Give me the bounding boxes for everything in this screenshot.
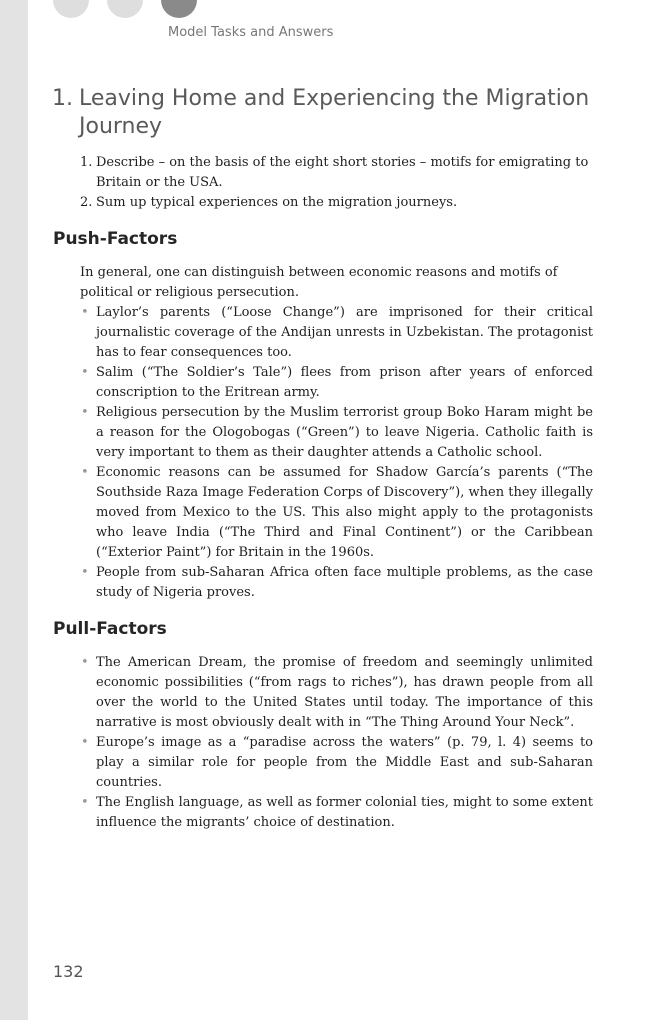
list-item [80, 563, 593, 603]
bullet-icon: • [81, 465, 89, 480]
bullet-icon: • [81, 365, 89, 380]
list-item [80, 403, 593, 463]
task-text: Describe – on the basis of the eight short stories – motifs for emigrating to Britain or the USA. [96, 155, 589, 190]
list-item-text: Europe’s image as a “paradise across the waters” (p. 79, l. 4) seems to play a similar role for people from the Middle East and sub-Saharan countries. [96, 735, 593, 790]
list-item-text: The American Dream, the promise of freedom and seemingly unlimited economic possibilities (“from rags to riches”), has drawn people from all over the world to the United States until today. The importance of this narrative is most obviously dealt with in “The Thing Around Your Neck”. [96, 655, 593, 730]
task-list [80, 153, 593, 213]
decorative-circle [107, 0, 143, 18]
task-text: Sum up typical experiences on the migration journeys. [96, 195, 458, 210]
list-item-text: People from sub-Saharan Africa often face multiple problems, as the case study of Nigeria proves. [96, 565, 593, 600]
list-item [80, 653, 593, 733]
page-number: 132 [53, 962, 84, 981]
list-item-text: Laylor’s parents (“Loose Change”) are imprisoned for their critical journalistic coverage of the Andijan unrests in Uzbekistan. The protagonist has to fear consequences too. [96, 305, 593, 360]
decorative-circle [53, 0, 89, 18]
task-number: 1. [80, 155, 93, 170]
chapter-number: 1. [52, 86, 73, 111]
bullet-icon: • [81, 795, 89, 810]
bullet-icon: • [81, 565, 89, 580]
pull-factors-list [80, 653, 593, 833]
running-head: Model Tasks and Answers [168, 25, 334, 40]
push-factors-list [80, 303, 593, 603]
list-item-text: The English language, as well as former colonial ties, might to some extent influence the migrants’ choice of destination. [96, 795, 593, 830]
task-item [80, 193, 593, 213]
chapter-title-text: Leaving Home and Experiencing the Migration Journey [79, 86, 590, 139]
bullet-icon: • [81, 405, 89, 420]
list-item [80, 363, 593, 403]
list-item-text: Economic reasons can be assumed for Shadow García’s parents (“The Southside Raza Image Federation Corps of Discovery”), when they illegally moved from Mexico to the US. This also might apply to the protagonists who leave India (“The Third and Final Continent”) or the Caribbean (“Exterior Paint”) for Britain in the 1960s. [96, 465, 593, 560]
list-item [80, 793, 593, 833]
bullet-icon: • [81, 655, 89, 670]
push-factors-heading: Push-Factors [53, 229, 178, 249]
list-item-text: Religious persecution by the Muslim terrorist group Boko Haram might be a reason for the Ologobogas (“Green”) to leave Nigeria. Catholic faith is very important to them as their daughter attends a Catholic school. [96, 405, 593, 460]
page-margin-strip [0, 0, 28, 1020]
chapter-title [52, 85, 612, 141]
push-factors-intro: In general, one can distinguish between economic reasons and motifs of political or religious persecution. [80, 265, 558, 300]
list-item [80, 303, 593, 363]
pull-factors-heading: Pull-Factors [53, 619, 167, 639]
task-number: 2. [80, 195, 93, 210]
decorative-circle-active [161, 0, 197, 18]
task-item [80, 153, 593, 193]
list-item [80, 463, 593, 563]
bullet-icon: • [81, 735, 89, 750]
list-item-text: Salim (“The Soldier’s Tale”) flees from prison after years of enforced conscription to the Eritrean army. [96, 365, 593, 400]
list-item [80, 733, 593, 793]
bullet-icon: • [81, 305, 89, 320]
